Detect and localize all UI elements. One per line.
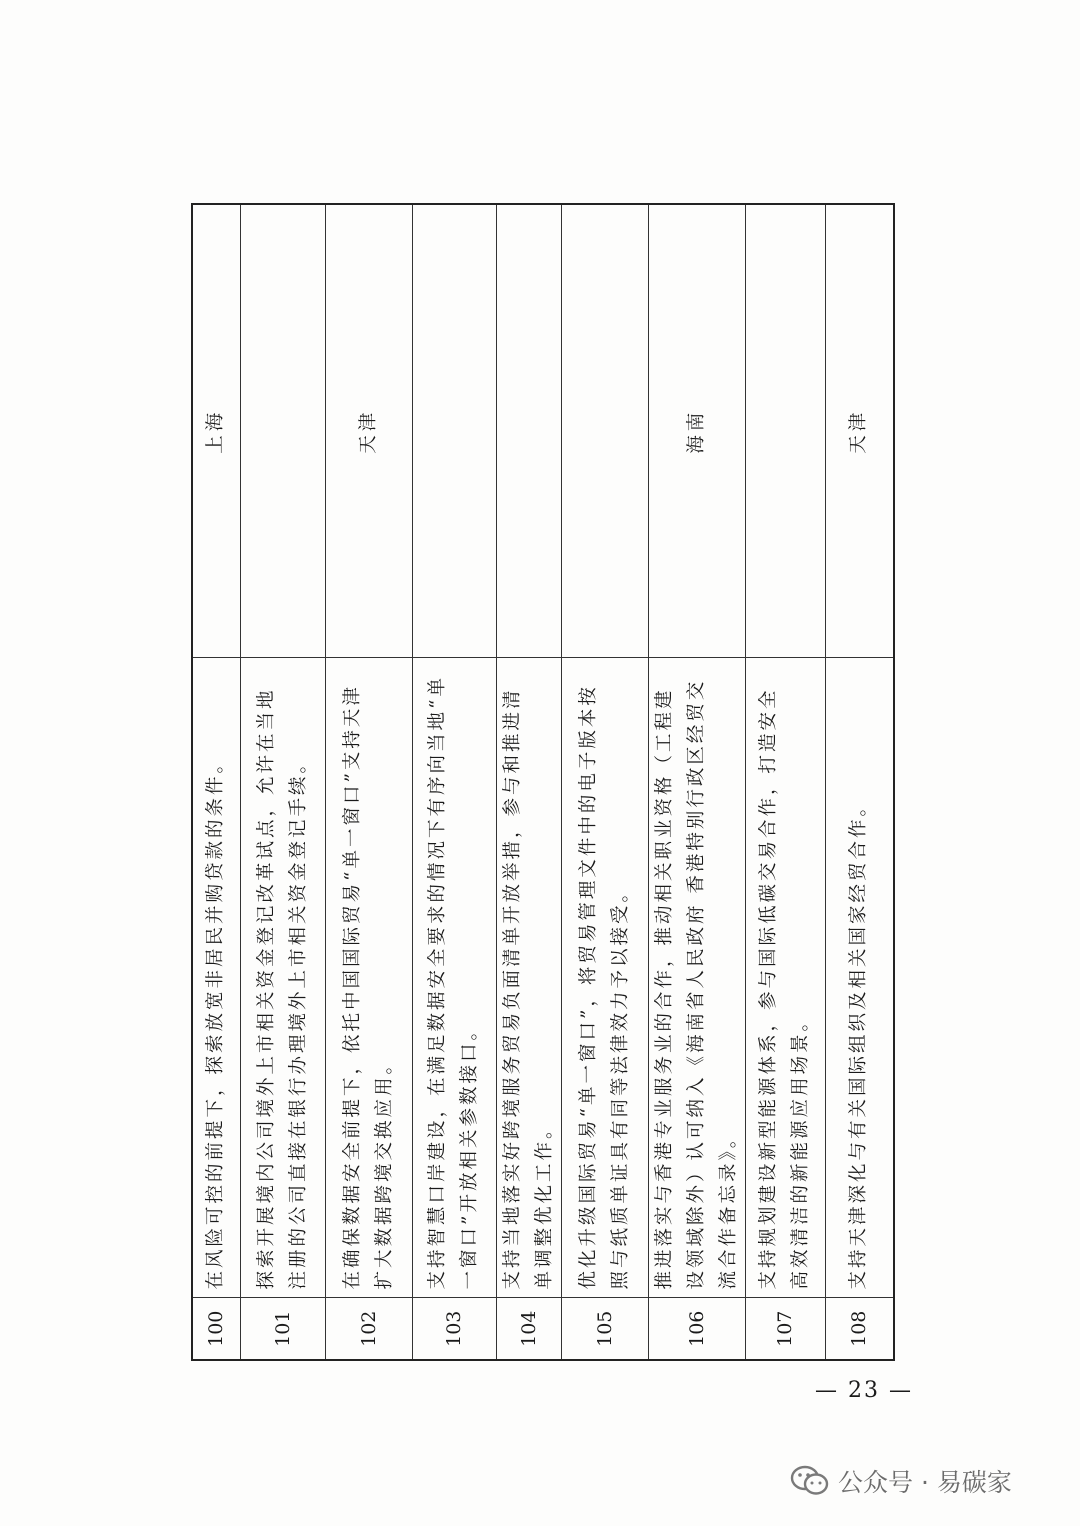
row-region: 海南 [648, 204, 745, 658]
row-number: 102 [325, 1298, 412, 1360]
table-row [648, 204, 745, 1360]
row-content: 支持规划建设新型能源体系，参与国际低碳交易合作，打造安全高效清洁的新能源应用场景。 [745, 658, 825, 1298]
wechat-icon [790, 1464, 830, 1498]
row-content: 在确保数据安全前提下，依托中国国际贸易“单一窗口”支持天津扩大数据跨境交换应用。 [325, 658, 412, 1298]
row-region [412, 204, 496, 658]
table-row [825, 204, 894, 1360]
row-region [496, 204, 561, 658]
table-row [325, 204, 412, 1360]
row-number: 106 [648, 1298, 745, 1360]
row-content: 支持智慧口岸建设，在满足数据安全要求的情况下有序向当地“单一窗口”开放相关参数接口。 [412, 658, 496, 1298]
row-region: 上海 [192, 204, 240, 658]
table-row [192, 204, 240, 1360]
table-row [561, 204, 648, 1360]
row-content: 优化升级国际贸易“单一窗口”，将贸易管理文件中的电子版本按照与纸质单证具有同等法律效力予以接受。 [561, 658, 648, 1298]
row-number: 108 [825, 1298, 894, 1360]
row-number: 103 [412, 1298, 496, 1360]
watermark-text: 公众号 · 易碳家 [838, 1468, 1012, 1497]
table-row [496, 204, 561, 1360]
row-number: 107 [745, 1298, 825, 1360]
row-content: 支持天津深化与有关国际组织及相关国家经贸合作。 [825, 658, 894, 1298]
table-row [240, 204, 325, 1360]
row-number: 101 [240, 1298, 325, 1360]
watermark [790, 1461, 1012, 1501]
row-region [745, 204, 825, 658]
row-number: 105 [561, 1298, 648, 1360]
row-content: 在风险可控的前提下，探索放宽非居民并购贷款的条件。 [192, 658, 240, 1298]
row-region: 天津 [825, 204, 894, 658]
row-content: 推进落实与香港专业服务业的合作，推动相关职业资格（工程建设领域除外）认可纳入《海南省人民政府 香港特别行政区经贸交流合作备忘录》。 [648, 658, 745, 1298]
policy-table [191, 205, 871, 1361]
row-number: 104 [496, 1298, 561, 1360]
row-region [561, 204, 648, 658]
row-content: 支持当地落实好跨境服务贸易负面清单开放举措，参与和推进清单调整优化工作。 [496, 658, 561, 1298]
table-row [745, 204, 825, 1360]
row-region: 天津 [325, 204, 412, 658]
page-number: — 23 — [815, 1378, 913, 1403]
row-region [240, 204, 325, 658]
row-content: 探索开展境内公司境外上市相关资金登记改革试点，允许在当地注册的公司直接在银行办理境外上市相关资金登记手续。 [240, 658, 325, 1298]
row-number: 100 [192, 1298, 240, 1360]
table-row [412, 204, 496, 1360]
